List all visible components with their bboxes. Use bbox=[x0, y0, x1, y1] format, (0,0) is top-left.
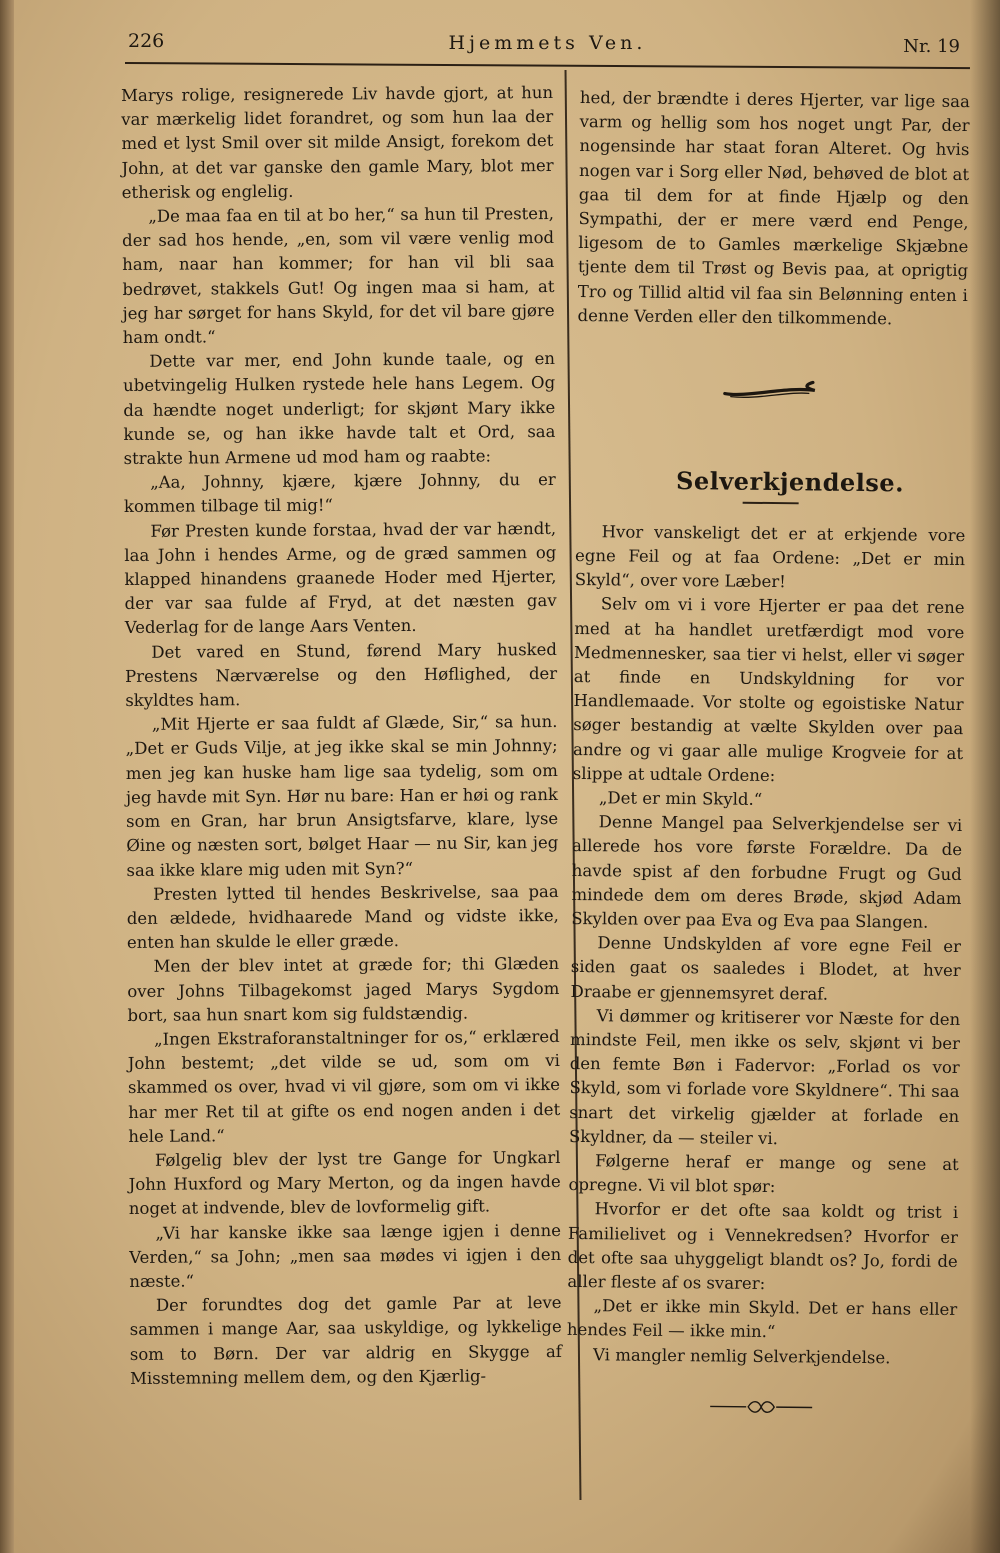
left-column bbox=[121, 81, 562, 1391]
header-rule bbox=[125, 62, 970, 69]
paragraph: „Aa, Johnny, kjære, kjære Johnny, du er kommen tilbage til mig!“ bbox=[123, 470, 556, 517]
paragraph: Der forundtes dog det gamle Par at leve sammen i mange Aar, saa uskyldige, og lykkelige som to Børn. Der var aldrig en Skygge af Misstemning mellem dem, og den Kjærlig- bbox=[129, 1293, 562, 1388]
paragraph: Denne Undskylden af vore egne Feil er siden gaat os saaledes i Blodet, at hver Draabe er gjennemsyret deraf. bbox=[570, 933, 962, 1004]
paragraph: Denne Mangel paa Selverkjendelse ser vi allerede hos vore første Forældre. Da de havde spist af den forbudne Frugt og Gud mindede dem om deres Brøde, skjød Adam Skylden over paa Eva og Eva paa Slangen. bbox=[571, 812, 963, 932]
paragraph: Vi dømmer og kritiserer vor Næste for den mindste Feil, men ikke os selv, skjønt vi ber den femte Bøn i Fadervor: „Forlad os vor Skyld, som vi forlade vore Skyldnere“. Thi saa snart det virkelig gjælder at forlade en Skyldner, da — steiler vi. bbox=[568, 1006, 961, 1148]
paragraph: Før Presten kunde forstaa, hvad der var hændt, laa John i hendes Arme, og de græd sammen og klapped hinandens graanede Hoder med Hjerter, der var saa fulde af Fryd, at det næsten gav Vederlag for de lange Aars Venten. bbox=[124, 518, 557, 638]
paragraph: „Det er min Skyld.“ bbox=[598, 788, 763, 809]
issue-number: Nr. 19 bbox=[903, 36, 960, 57]
paragraph: Vi mangler nemlig Selverkjendelse. bbox=[593, 1344, 891, 1367]
paragraph: Presten lytted til hendes Beskrivelse, saa paa den ældede, hvidhaarede Mand og vidste ikke, enten han skulde le eller græde. bbox=[126, 881, 559, 953]
page-header bbox=[125, 26, 970, 62]
paragraph: Marys rolige, resignerede Liv havde gjort, at hun var mærkelig lidet forandret, og som hun laa der med et lyst Smil over sit milde Ansigt, forekom det John, at det var ganske den gamle Mary, blot mer etherisk og englelig. bbox=[121, 82, 554, 202]
right-column bbox=[566, 86, 970, 1419]
page-number: 226 bbox=[128, 30, 165, 52]
paragraph: Følgerne heraf er mange og sene at opregne. Vi vil blot spør: bbox=[568, 1151, 959, 1197]
paragraph: Følgelig blev der lyst tre Gange for Ungkarl John Huxford og Mary Merton, og da ingen havde noget at indvende, blev de lovformelig gift. bbox=[128, 1147, 561, 1219]
end-ornament-icon bbox=[706, 1396, 816, 1417]
article-title: Selverkjendelse. bbox=[675, 466, 905, 498]
paragraph: „Det er ikke min Skyld. Det er hans eller hendes Feil — ikke min.“ bbox=[566, 1296, 958, 1342]
page-binding-edge bbox=[0, 0, 14, 1553]
paragraph: hed, der brændte i deres Hjerter, var lige saa varm og hellig som hos noget ungt Par, der nogensinde har staat foran Alteret. Og hvis nogen var i Sorg eller Nød, behøved de blot at gaa til dem for at finde Hjælp og den Sympathi, der er mere værd end Penge, ligesom de to Gamles mærkelige Skjæbne tjente dem til Trøst og Bevis paa, at oprigtig Tro og Tillid altid vil faa sin Belønning enten i denne Verden eller den tilkommende. bbox=[577, 87, 970, 329]
paragraph: Hvor vanskeligt det er at erkjende vore egne Feil og at faa Ordene: „Det er min Skyld“, over vore Læber! bbox=[574, 521, 966, 592]
paragraph: Det vared en Stund, førend Mary husked Prestens Nærværelse og den Høflighed, der skyldtes ham. bbox=[125, 639, 558, 711]
paragraph: „Ingen Ekstraforanstaltninger for os,“ erklæred John bestemt; „det vilde se ud, som om vi skammed os over, hvad vi vil gjøre, som om vi ikke har mer Ret til at gifte os end nogen anden i det hele Land.“ bbox=[127, 1026, 561, 1146]
paragraph: „Mit Hjerte er saa fuldt af Glæde, Sir,“ sa hun. „Det er Guds Vilje, at jeg ikke skal se min Johnny; men jeg kan huske ham lige saa tydelig, som om jeg havde mit Syn. Hør nu bare: Han er høi og rank som en Gran, har brun Ansigtsfarve, klare, lyse Øine og næsten sort, bølget Haar — nu Sir, kan jeg saa ikke klare mig uden mit Syn?“ bbox=[125, 712, 559, 880]
ornament-divider-icon bbox=[717, 375, 827, 406]
journal-title: Hjemmets Ven. bbox=[448, 32, 647, 54]
paragraph: Hvorfor er det ofte saa koldt og trist i Familielivet og i Vennekredsen? Hvorfor er det ofte saa uhyggeligt blandt os? Jo, fordi de aller fleste af os svarer: bbox=[567, 1199, 959, 1294]
paragraph: Selv om vi i vore Hjerter er paa det rene med at ha handlet uretfærdigt mod vore Medmennesker, saa tier vi helst, eller vi søger at finde en Undskyldning for vor Handlemaade. Vor stolte og egoistiske Natur søger bestandig at vælte Skylden over paa andre og vi gaar alle mulige Krogveie for at slippe at udtale Ordene: bbox=[572, 594, 965, 785]
page-shadow-edge bbox=[970, 0, 1000, 1553]
paragraph: „De maa faa en til at bo her,“ sa hun til Presten, der sad hos hende, „en, som vil være venlig mod ham, naar han kommer; for han vil bli saa bedrøvet, stakkels Gut! Og ingen maa si ham, at jeg har sørget for hans Skyld, for det vil bare gjøre ham ondt.“ bbox=[122, 203, 555, 348]
paragraph: Dette var mer, end John kunde taale, og en ubetvingelig Hulken rystede hele hans Legem. Og da hændte noget underligt; for skjønt Mary ikke kunde se, og han ikke havde talt et Ord, saa strakte hun Armene ud mod ham og raabte: bbox=[123, 349, 556, 469]
paragraph: „Vi har kanske ikke saa længe igjen i denne Verden,“ sa John; „men saa mødes vi igjen i den næste.“ bbox=[129, 1220, 562, 1291]
title-rule bbox=[743, 502, 799, 504]
paragraph: Men der blev intet at græde for; thi Glæden over Johns Tilbagekomst jaged Marys Sygdom bort, saa hun snart kom sig fuldstændig. bbox=[127, 954, 560, 1025]
